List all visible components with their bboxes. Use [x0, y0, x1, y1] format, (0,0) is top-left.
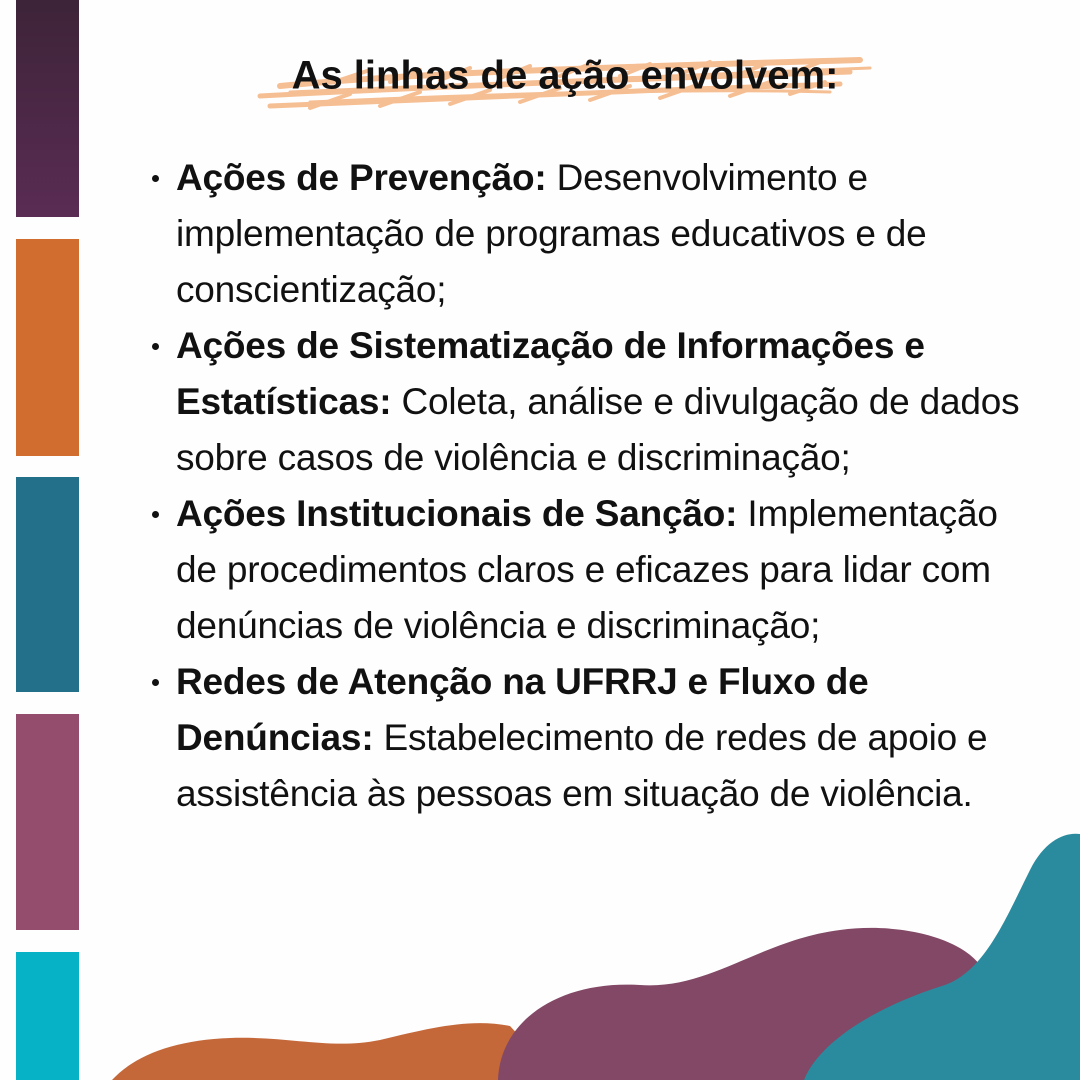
- decorative-waves: [0, 820, 1080, 1080]
- title-area: [250, 36, 880, 116]
- bullet-icon: [152, 175, 159, 182]
- item-heading: Ações de Prevenção:: [176, 157, 547, 198]
- item-description: Desenvolvimento e implementação de programas educativos e de conscientização;: [176, 157, 927, 310]
- bullet-icon: [152, 511, 159, 518]
- decorative-bar-plum: [16, 0, 79, 217]
- page-title: As linhas de ação envolvem:: [291, 53, 839, 98]
- decorative-bar-teal: [16, 477, 79, 692]
- list-item-sanction: [148, 486, 1048, 654]
- item-heading: Ações de Sistematização de Informações e Estatísticas:: [176, 325, 925, 422]
- item-description: Coleta, análise e divulgação de dados sobre casos de violência e discriminação;: [176, 381, 1020, 478]
- action-lines-list: [148, 150, 1048, 822]
- wave-orange: [112, 1023, 560, 1080]
- decorative-bar-orange: [16, 239, 79, 456]
- item-description: Estabelecimento de redes de apoio e assistência às pessoas em situação de violência.: [176, 717, 988, 814]
- item-heading: Ações Institucionais de Sanção:: [176, 493, 738, 534]
- bullet-icon: [152, 679, 159, 686]
- list-item-systematization: [148, 318, 1048, 486]
- item-description: Implementação de procedimentos claros e eficazes para lidar com denúncias de violência e discriminação;: [176, 493, 998, 646]
- list-item-support-networks: [148, 654, 1048, 822]
- item-heading: Redes de Atenção na UFRRJ e Fluxo de Denúncias:: [176, 661, 869, 758]
- bullet-icon: [152, 343, 159, 350]
- list-item-prevention: [148, 150, 1048, 318]
